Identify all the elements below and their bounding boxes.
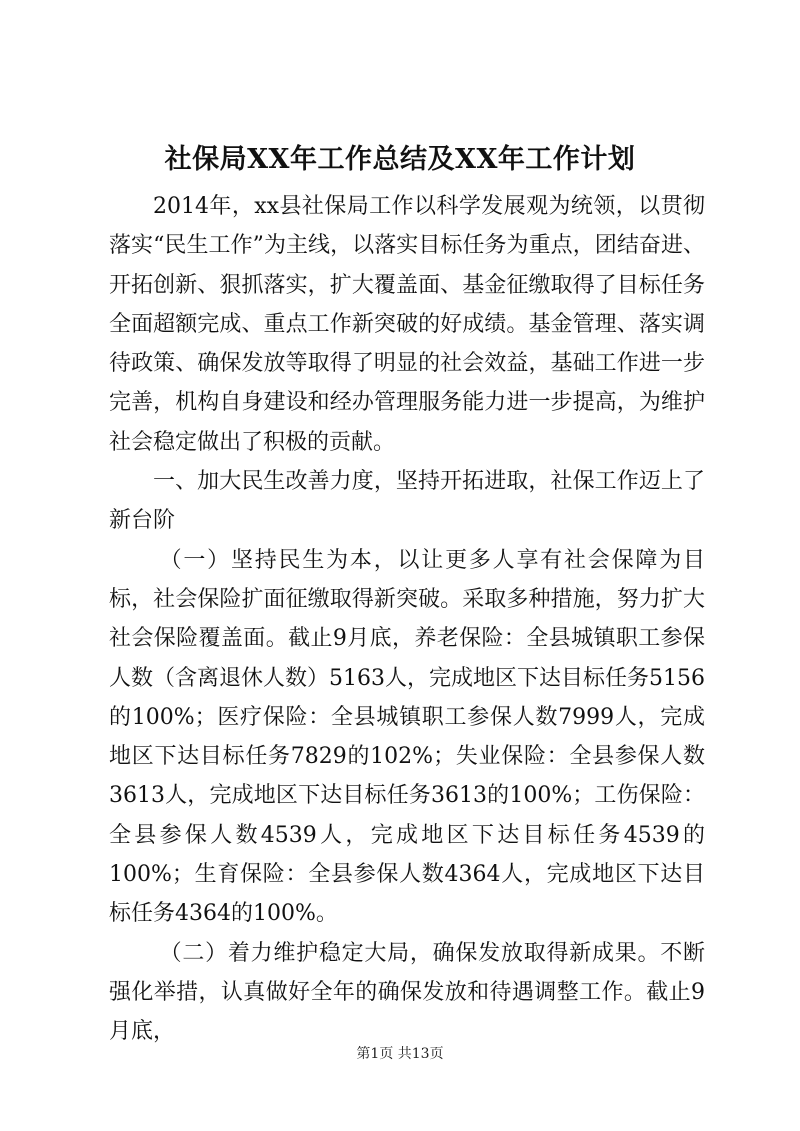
page-number-label: 第1页 共13页 <box>356 1046 444 1062</box>
subsection-paragraph-2: （二）着力维护稳定大局，确保发放取得新成果。不断强化举措，认真做好全年的确保发放和待遇调整工作。截止9月底， <box>109 940 705 1045</box>
intro-paragraph: 2014年，xx县社保局工作以科学发展观为统领，以贯彻落实“民生工作”为主线，以落实目标任务为重点，团结奋进、开拓创新、狠抓落实，扩大覆盖面、基金征缴取得了目标任务全面超额完成、重点工作新突破的好成绩。基金管理、落实调待政策、确保发放等取得了明显的社会效益，基础工作进一步完善，机构自身建设和经办管理服务能力进一步提高，为维护社会稳定做出了积极的贡献。 <box>109 194 705 455</box>
section-heading-1: 一、加大民生改善力度，坚持开拓进取，社保工作迈上了新台阶 <box>109 469 705 534</box>
document-body <box>109 187 705 1052</box>
document-title: 社保局XX年工作总结及XX年工作计划 <box>164 144 636 175</box>
page-footer <box>0 1044 800 1064</box>
subsection-paragraph-1: （一）坚持民生为本，以让更多人享有社会保障为目标，社会保险扩面征缴取得新突破。采取多种措施，努力扩大社会保险覆盖面。截止9月底，养老保险：全县城镇职工参保人数（含离退休人数）5163人，完成地区下达目标任务5156的100%；医疗保险：全县城镇职工参保人数7999人，完成地区下达目标任务7829的102%；失业保险：全县参保人数3613人，完成地区下达目标任务3613的100%；工伤保险：全县参保人数4539人，完成地区下达目标任务4539的100%；生育保险：全县参保人数4364人，完成地区下达目标任务4364的100%。 <box>109 547 705 927</box>
